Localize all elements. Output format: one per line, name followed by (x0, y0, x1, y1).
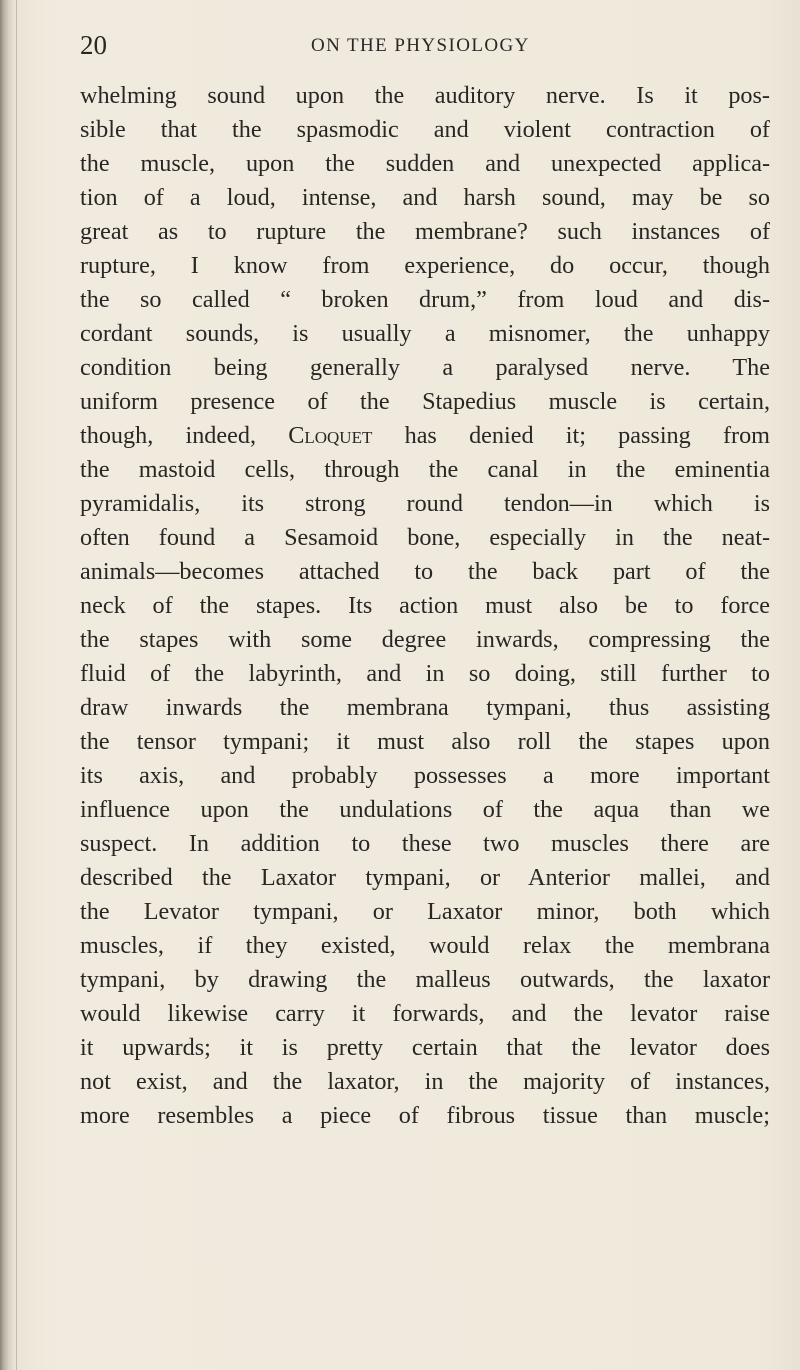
text-line: the mastoid cells, through the canal in the eminentia (80, 456, 770, 483)
text-line: described the Laxator tympani, or Anterior mallei, and (80, 864, 770, 891)
text-line: uniform presence of the Stapedius muscle is certain, (80, 388, 770, 415)
page-number: 20 (80, 30, 107, 60)
text-line: its axis, and probably possesses a more important (80, 762, 770, 789)
text-line: often found a Sesamoid bone, especially in the neat- (80, 524, 770, 551)
page-header (0, 30, 800, 60)
text-line: the Levator tympani, or Laxator minor, both which (80, 898, 770, 925)
text-line: muscles, if they existed, would relax the membrana (80, 932, 770, 959)
text-line: tion of a loud, intense, and harsh sound, may be so (80, 184, 770, 211)
text-line: the stapes with some degree inwards, compressing the (80, 626, 770, 653)
text-line: condition being generally a paralysed nerve. The (80, 354, 770, 381)
page-gutter-shadow (0, 0, 14, 1370)
text-line: not exist, and the laxator, in the majority of instances, (80, 1068, 770, 1095)
text-line: more resembles a piece of fibrous tissue than muscle; (80, 1102, 770, 1129)
text-line: neck of the stapes. Its action must also be to force (80, 592, 770, 619)
text-line: though, indeed, Cloquet has denied it; passing from (80, 422, 770, 449)
text-line: rupture, I know from experience, do occur, though (80, 252, 770, 279)
text-line: whelming sound upon the auditory nerve. Is it pos- (80, 82, 770, 109)
text-line: draw inwards the membrana tympani, thus assisting (80, 694, 770, 721)
text-line: fluid of the labyrinth, and in so doing, still further to (80, 660, 770, 687)
text-line: would likewise carry it forwards, and the levator raise (80, 1000, 770, 1027)
text-line: great as to rupture the membrane? such instances of (80, 218, 770, 245)
author-name-small-caps: Cloquet (288, 422, 373, 449)
binding-edge (16, 0, 17, 1370)
text-line: animals—becomes attached to the back part of the (80, 558, 770, 585)
text-line: cordant sounds, is usually a misnomer, the unhappy (80, 320, 770, 347)
text-line: it upwards; it is pretty certain that the levator does (80, 1034, 770, 1061)
text-line: the so called “ broken drum,” from loud and dis- (80, 286, 770, 313)
text-line: tympani, by drawing the malleus outwards, the laxator (80, 966, 770, 993)
text-line: the tensor tympani; it must also roll the stapes upon (80, 728, 770, 755)
text-line: influence upon the undulations of the aqua than we (80, 796, 770, 823)
text-line: sible that the spasmodic and violent contraction of (80, 116, 770, 143)
text-line: pyramidalis, its strong round tendon—in which is (80, 490, 770, 517)
text-line: the muscle, upon the sudden and unexpected applica- (80, 150, 770, 177)
body-text (80, 79, 770, 1133)
running-head: ON THE PHYSIOLOGY (311, 35, 530, 56)
text-line: suspect. In addition to these two muscles there are (80, 830, 770, 857)
